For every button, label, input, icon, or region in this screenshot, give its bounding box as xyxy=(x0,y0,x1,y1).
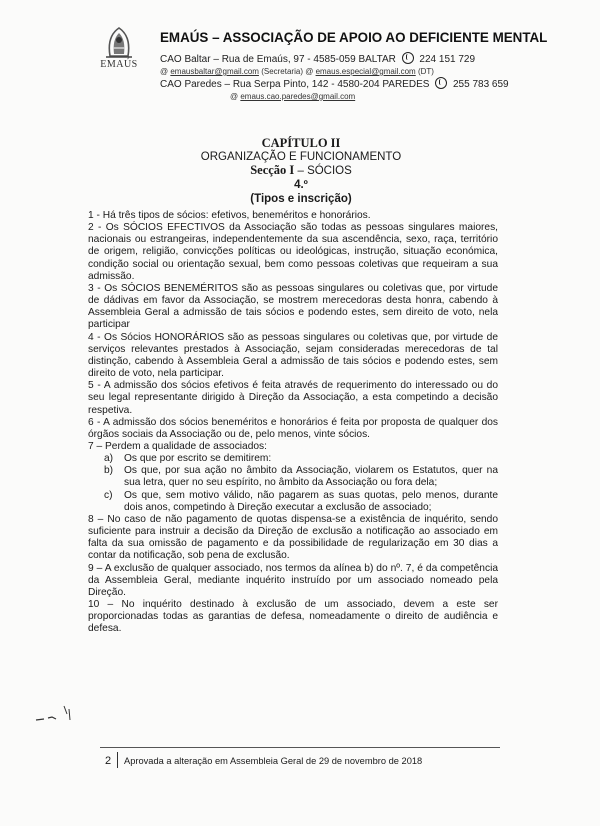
paragraph-7: 7 – Perdem a qualidade de associados: xyxy=(88,440,267,452)
footer-note: Aprovada a alteração em Assembleia Geral de 29 de novembro de 2018 xyxy=(124,756,423,766)
footer-separator xyxy=(117,752,118,768)
phone-icon xyxy=(435,77,447,89)
page-number: 2 xyxy=(105,755,112,767)
list-item-a xyxy=(104,453,498,465)
baltar-phone: 224 151 729 xyxy=(419,54,476,65)
paredes-phone: 255 783 659 xyxy=(452,79,509,90)
paredes-email-line: @ emaus.cao.paredes@gmail.com xyxy=(230,92,356,101)
logo-text: EMAÚS xyxy=(100,59,138,70)
list-item-b xyxy=(104,465,498,489)
letterhead xyxy=(160,30,580,102)
paragraph-9: 9 – A exclusão de qualquer associado, nos termos da alínea b) do nº. 7, é da competência da Assembleia Geral, mediante inquérito instruído por um associado nomeado pela Direção. xyxy=(88,562,498,598)
section-name: – SÓCIOS xyxy=(294,165,352,177)
paragraph-2: 2 - Os SÓCIOS EFECTIVOS da Associação são todas as pessoas singulares maiores, nacionais ou estrangeiras, independentemente da sua ascendência, sexo, raça, território de origem, religião, convicções políticas ou ideológicas, instrução, situação económica, condição social ou orientação sexual, bem como pessoas coletivas que requeiram a sua admissão. xyxy=(88,222,498,282)
baltar-email-dt[interactable]: emaus.especial@gmail.com xyxy=(315,67,416,76)
paragraph-4: 4 - Os Sócios HONORÁRIOS são as pessoas singulares ou coletivas que, por virtude de serviços relevantes prestados à Associação, sejam consideradas merecedoras de tal distinção, cabendo à Assembleia Geral a admissão de tais sócios e podendo estes, sem direito de voto, nela participar. xyxy=(88,331,498,380)
chapter-title: CAPÍTULO II xyxy=(261,136,341,150)
baltar-email-2-label: (DT) xyxy=(417,67,434,76)
list-letter-a: a) xyxy=(104,453,114,465)
baltar-email-secretaria[interactable]: emausbaltar@gmail.com xyxy=(170,67,259,76)
paredes-line xyxy=(160,77,580,91)
organization-title: EMAÚS – ASSOCIAÇÃO DE APOIO AO DEFICIENTE MENTAL xyxy=(160,30,548,45)
emaus-emblem-icon xyxy=(96,26,142,60)
baltar-address: CAO Baltar – Rua de Emaús, 97 - 4585-059 BALTAR xyxy=(160,54,396,65)
baltar-line xyxy=(160,52,580,66)
list-item-c xyxy=(104,490,498,514)
paragraph-5: 5 - A admissão dos sócios efetivos é feita através de requerimento do interessado ou do seu legal representante dirigido à Direção da Associação, a esta competindo a decisão respetiva. xyxy=(88,380,498,416)
paragraph-8: 8 – No caso de não pagamento de quotas dispensa-se a existência de inquérito, sendo suficiente para instruir a decisão da Direção de exclusão a notificação ao associado em falta da sua omissão de pagamento e da possibilidade de regularização em 30 dias a contar da notificação, sob pena de exclusão. xyxy=(88,513,498,562)
article-title: (Tipos e inscrição) xyxy=(250,193,352,205)
article-body xyxy=(88,210,498,635)
list-text-a: Os que por escrito se demitirem: xyxy=(124,453,272,465)
article-number: 4.º xyxy=(294,179,308,191)
pen-mark xyxy=(34,700,94,730)
paragraph-10: 10 – No inquérito destinado à exclusão de um associado, devem a este ser proporcionadas todas as garantias de defesa, nomeadamente o direito de audiência e defesa. xyxy=(88,599,498,635)
baltar-emails: @ emausbaltar@gmail.com (Secretaria) @ emaus.especial@gmail.com (DT) xyxy=(160,67,434,76)
paragraph-3: 3 - Os SÓCIOS BENEMÉRITOS são as pessoas singulares ou coletivas que, por virtude de dádivas em favor da Associação, se mostrem merecedoras desta honra, cabendo à Assembleia Geral a admissão de tais sócios e podendo estes, sem direito de voto, nela participar xyxy=(88,282,498,331)
phone-icon xyxy=(402,52,414,64)
list-letter-b: b) xyxy=(104,465,114,477)
list-text-c: Os que, sem motivo válido, não pagarem as suas quotas, pelo menos, durante dois anos, competindo à Direção executar a exclusão de associado; xyxy=(124,489,498,513)
section-title xyxy=(86,164,516,178)
list-text-b: Os que, por sua ação no âmbito da Associação, violarem os Estatutos, quer na sua letra, quer no seu espírito, no âmbito da Associação ou fora dela; xyxy=(124,465,498,489)
chapter-subtitle: ORGANIZAÇÃO E FUNCIONAMENTO xyxy=(200,151,402,163)
paredes-address: CAO Paredes – Rua Serpa Pinto, 142 - 4580-204 PAREDES xyxy=(160,79,430,90)
paragraph-6: 6 - A admissão dos sócios beneméritos e honorários é feita por proposta de qualquer dos órgãos sociais da Associação ou de, pelo menos, vinte sócios. xyxy=(88,416,498,440)
chapter-heading xyxy=(86,136,516,206)
paragraph-1: 1 - Há três tipos de sócios: efetivos, beneméritos e honorários. xyxy=(88,210,371,221)
baltar-email-1-label: (Secretaria) xyxy=(261,67,303,76)
paredes-email[interactable]: emaus.cao.paredes@gmail.com xyxy=(240,92,356,101)
footer-rule xyxy=(100,747,500,748)
list-letter-c: c) xyxy=(104,489,113,501)
section-number: Secção I xyxy=(250,163,295,177)
emaus-logo xyxy=(96,26,142,80)
